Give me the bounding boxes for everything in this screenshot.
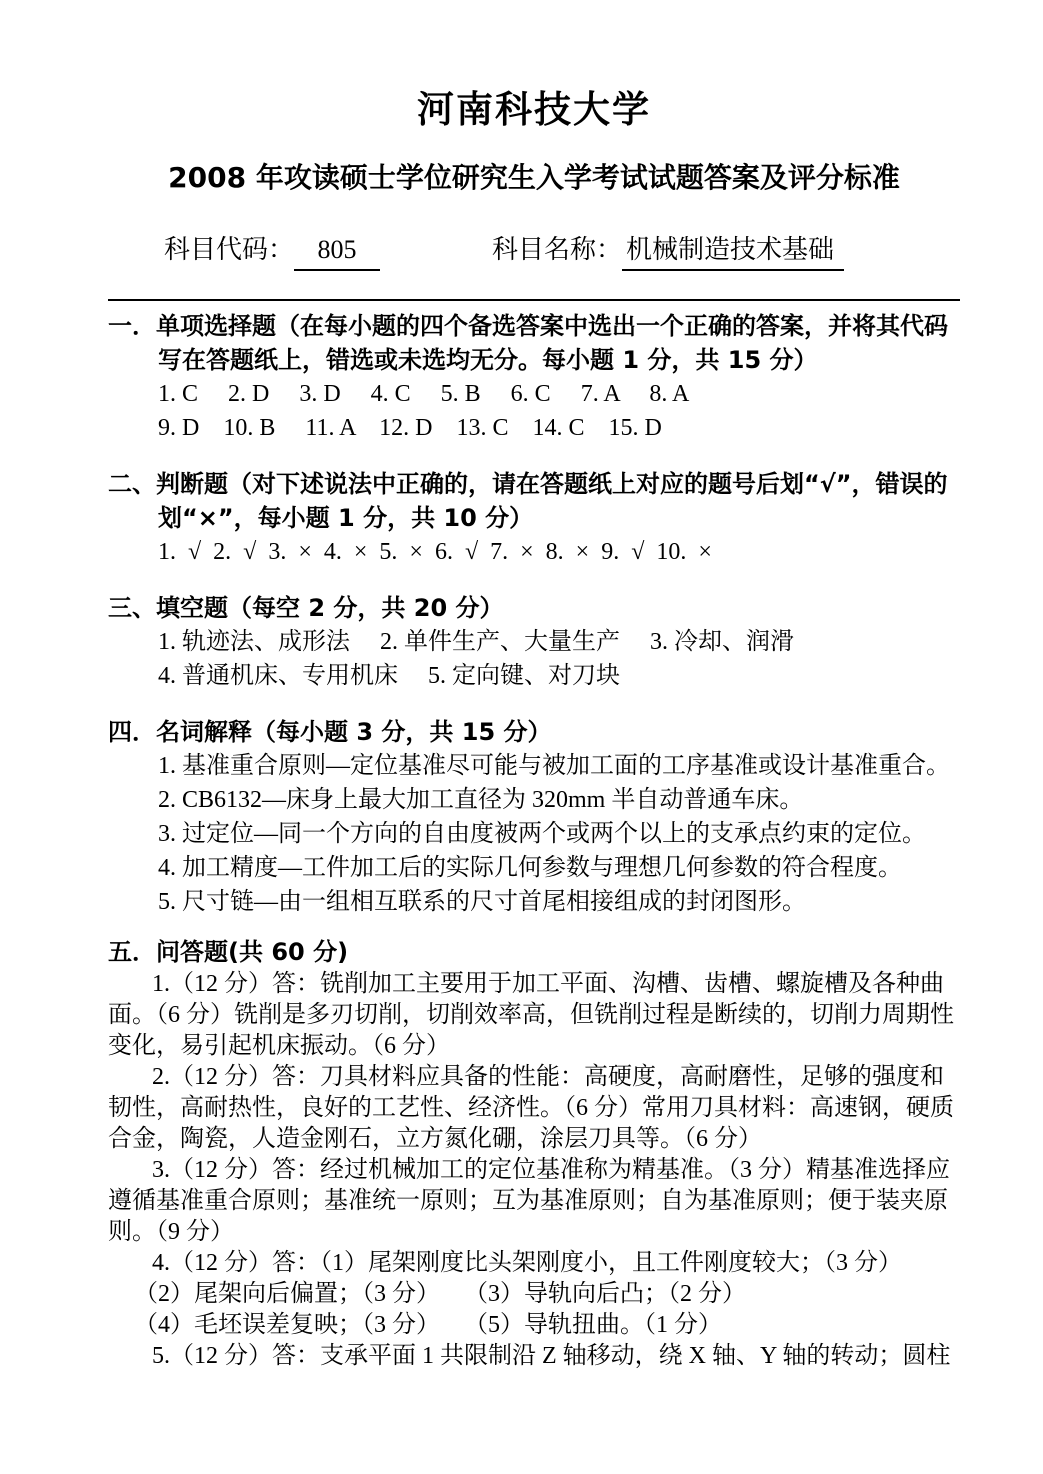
section-title: 判断题（对下述说法中正确的，请在答题纸上对应的题号后划“√”，错误的划“×”，每小题 1 分，共 10 分） <box>156 470 948 532</box>
section-title: 单项选择题（在每小题的四个备选答案中选出一个正确的答案，并将其代码写在答题纸上，错选或未选均无分。每小题 1 分，共 15 分） <box>156 312 948 374</box>
section-number: 四． <box>108 718 156 746</box>
section-title: 填空题（每空 2 分，共 20 分） <box>156 594 504 622</box>
essay-line: 合金，陶瓷，人造金刚石，立方氮化硼，涂层刀具等。（6 分） <box>108 1126 762 1152</box>
subject-code-value: 805 <box>294 232 380 271</box>
subject-info-line <box>108 232 960 271</box>
definition-item: 3. 过定位—同一个方向的自由度被两个或两个以上的支承点约束的定位。 <box>158 821 926 847</box>
section-title: 问答题(共 60 分) <box>156 938 349 966</box>
definition-item: 5. 尺寸链—由一组相互联系的尺寸首尾相接组成的封闭图形。 <box>158 889 806 915</box>
section-single-choice <box>108 309 960 445</box>
essay-line: 1.（12 分）答：铣削加工主要用于加工平面、沟槽、齿槽、螺旋槽及各种曲 <box>152 971 944 997</box>
section-number: 一． <box>108 312 156 340</box>
section-body <box>108 535 960 569</box>
section-body <box>108 969 960 1372</box>
subject-code-label: 科目代码： <box>164 235 295 264</box>
essay-line: 5.（12 分）答：支承平面 1 共限制沿 Z 轴移动，绕 X 轴、Y 轴的转动；圆柱 <box>152 1343 951 1369</box>
header-divider <box>108 299 960 301</box>
definition-item: 1. 基准重合原则—定位基准尽可能与被加工面的工序基准或设计基准重合。 <box>158 753 950 779</box>
essay-line: 韧性，高耐热性，良好的工艺性、经济性。（6 分）常用刀具材料：高速钢，硬质 <box>108 1095 954 1121</box>
section-number: 五． <box>108 938 156 966</box>
essay-line: 遵循基准重合原则；基准统一原则；互为基准原则；自为基准原则；便于装夹原 <box>108 1188 948 1214</box>
section-number: 二、 <box>108 470 156 498</box>
essay-line: （2）尾架向后偏置；（3 分） （3）导轨向后凸；（2 分） <box>134 1281 746 1307</box>
section-heading <box>108 935 960 969</box>
essay-line: 4.（12 分）答：（1）尾架刚度比头架刚度小，且工件刚度较大；（3 分） <box>152 1250 902 1276</box>
section-body <box>108 749 960 919</box>
essay-line: （4）毛坯误差复映；（3 分） （5）导轨扭曲。（1 分） <box>134 1312 722 1338</box>
section-heading <box>108 309 960 377</box>
answer-line: 9. D 10. B 11. A 12. D 13. C 14. C 15. D <box>158 415 662 441</box>
section-term-definition <box>108 715 960 919</box>
section-true-false <box>108 467 960 569</box>
essay-line: 变化，易引起机床振动。（6 分） <box>108 1033 450 1059</box>
definition-item: 4. 加工精度—工件加工后的实际几何参数与理想几何参数的符合程度。 <box>158 855 902 881</box>
university-title: 河南科技大学 <box>417 88 651 131</box>
document-subtitle: 2008 年攻读硕士学位研究生入学考试试题答案及评分标准 <box>168 161 900 194</box>
section-body <box>108 377 960 445</box>
answer-line: 1. √ 2. √ 3. × 4. × 5. × 6. √ 7. × 8. × 9. √ 10. × <box>158 539 712 565</box>
section-heading <box>108 467 960 535</box>
section-fill-blank <box>108 591 960 693</box>
section-title: 名词解释（每小题 3 分，共 15 分） <box>156 718 552 746</box>
section-number: 三、 <box>108 594 156 622</box>
essay-line: 面。（6 分）铣削是多刃切削，切削效率高，但铣削过程是断续的，切削力周期性 <box>108 1002 954 1028</box>
section-heading <box>108 591 960 625</box>
answer-line: 4. 普通机床、专用机床 5. 定向键、对刀块 <box>158 663 620 689</box>
subject-name-value: 机械制造技术基础 <box>622 232 844 271</box>
essay-line: 则。（9 分） <box>108 1219 234 1245</box>
section-essay <box>108 935 960 1372</box>
section-body <box>108 625 960 693</box>
definition-item: 2. CB6132—床身上最大加工直径为 320mm 半自动普通车床。 <box>158 787 804 813</box>
answer-line: 1. C 2. D 3. D 4. C 5. B 6. C 7. A 8. A <box>158 381 690 407</box>
essay-line: 2.（12 分）答：刀具材料应具备的性能：高硬度，高耐磨性，足够的强度和 <box>152 1064 944 1090</box>
section-heading <box>108 715 960 749</box>
subject-name-label: 科目名称： <box>492 235 623 264</box>
essay-line: 3.（12 分）答：经过机械加工的定位基准称为精基准。（3 分）精基准选择应 <box>152 1157 950 1183</box>
answer-line: 1. 轨迹法、成形法 2. 单件生产、大量生产 3. 冷却、润滑 <box>158 629 794 655</box>
